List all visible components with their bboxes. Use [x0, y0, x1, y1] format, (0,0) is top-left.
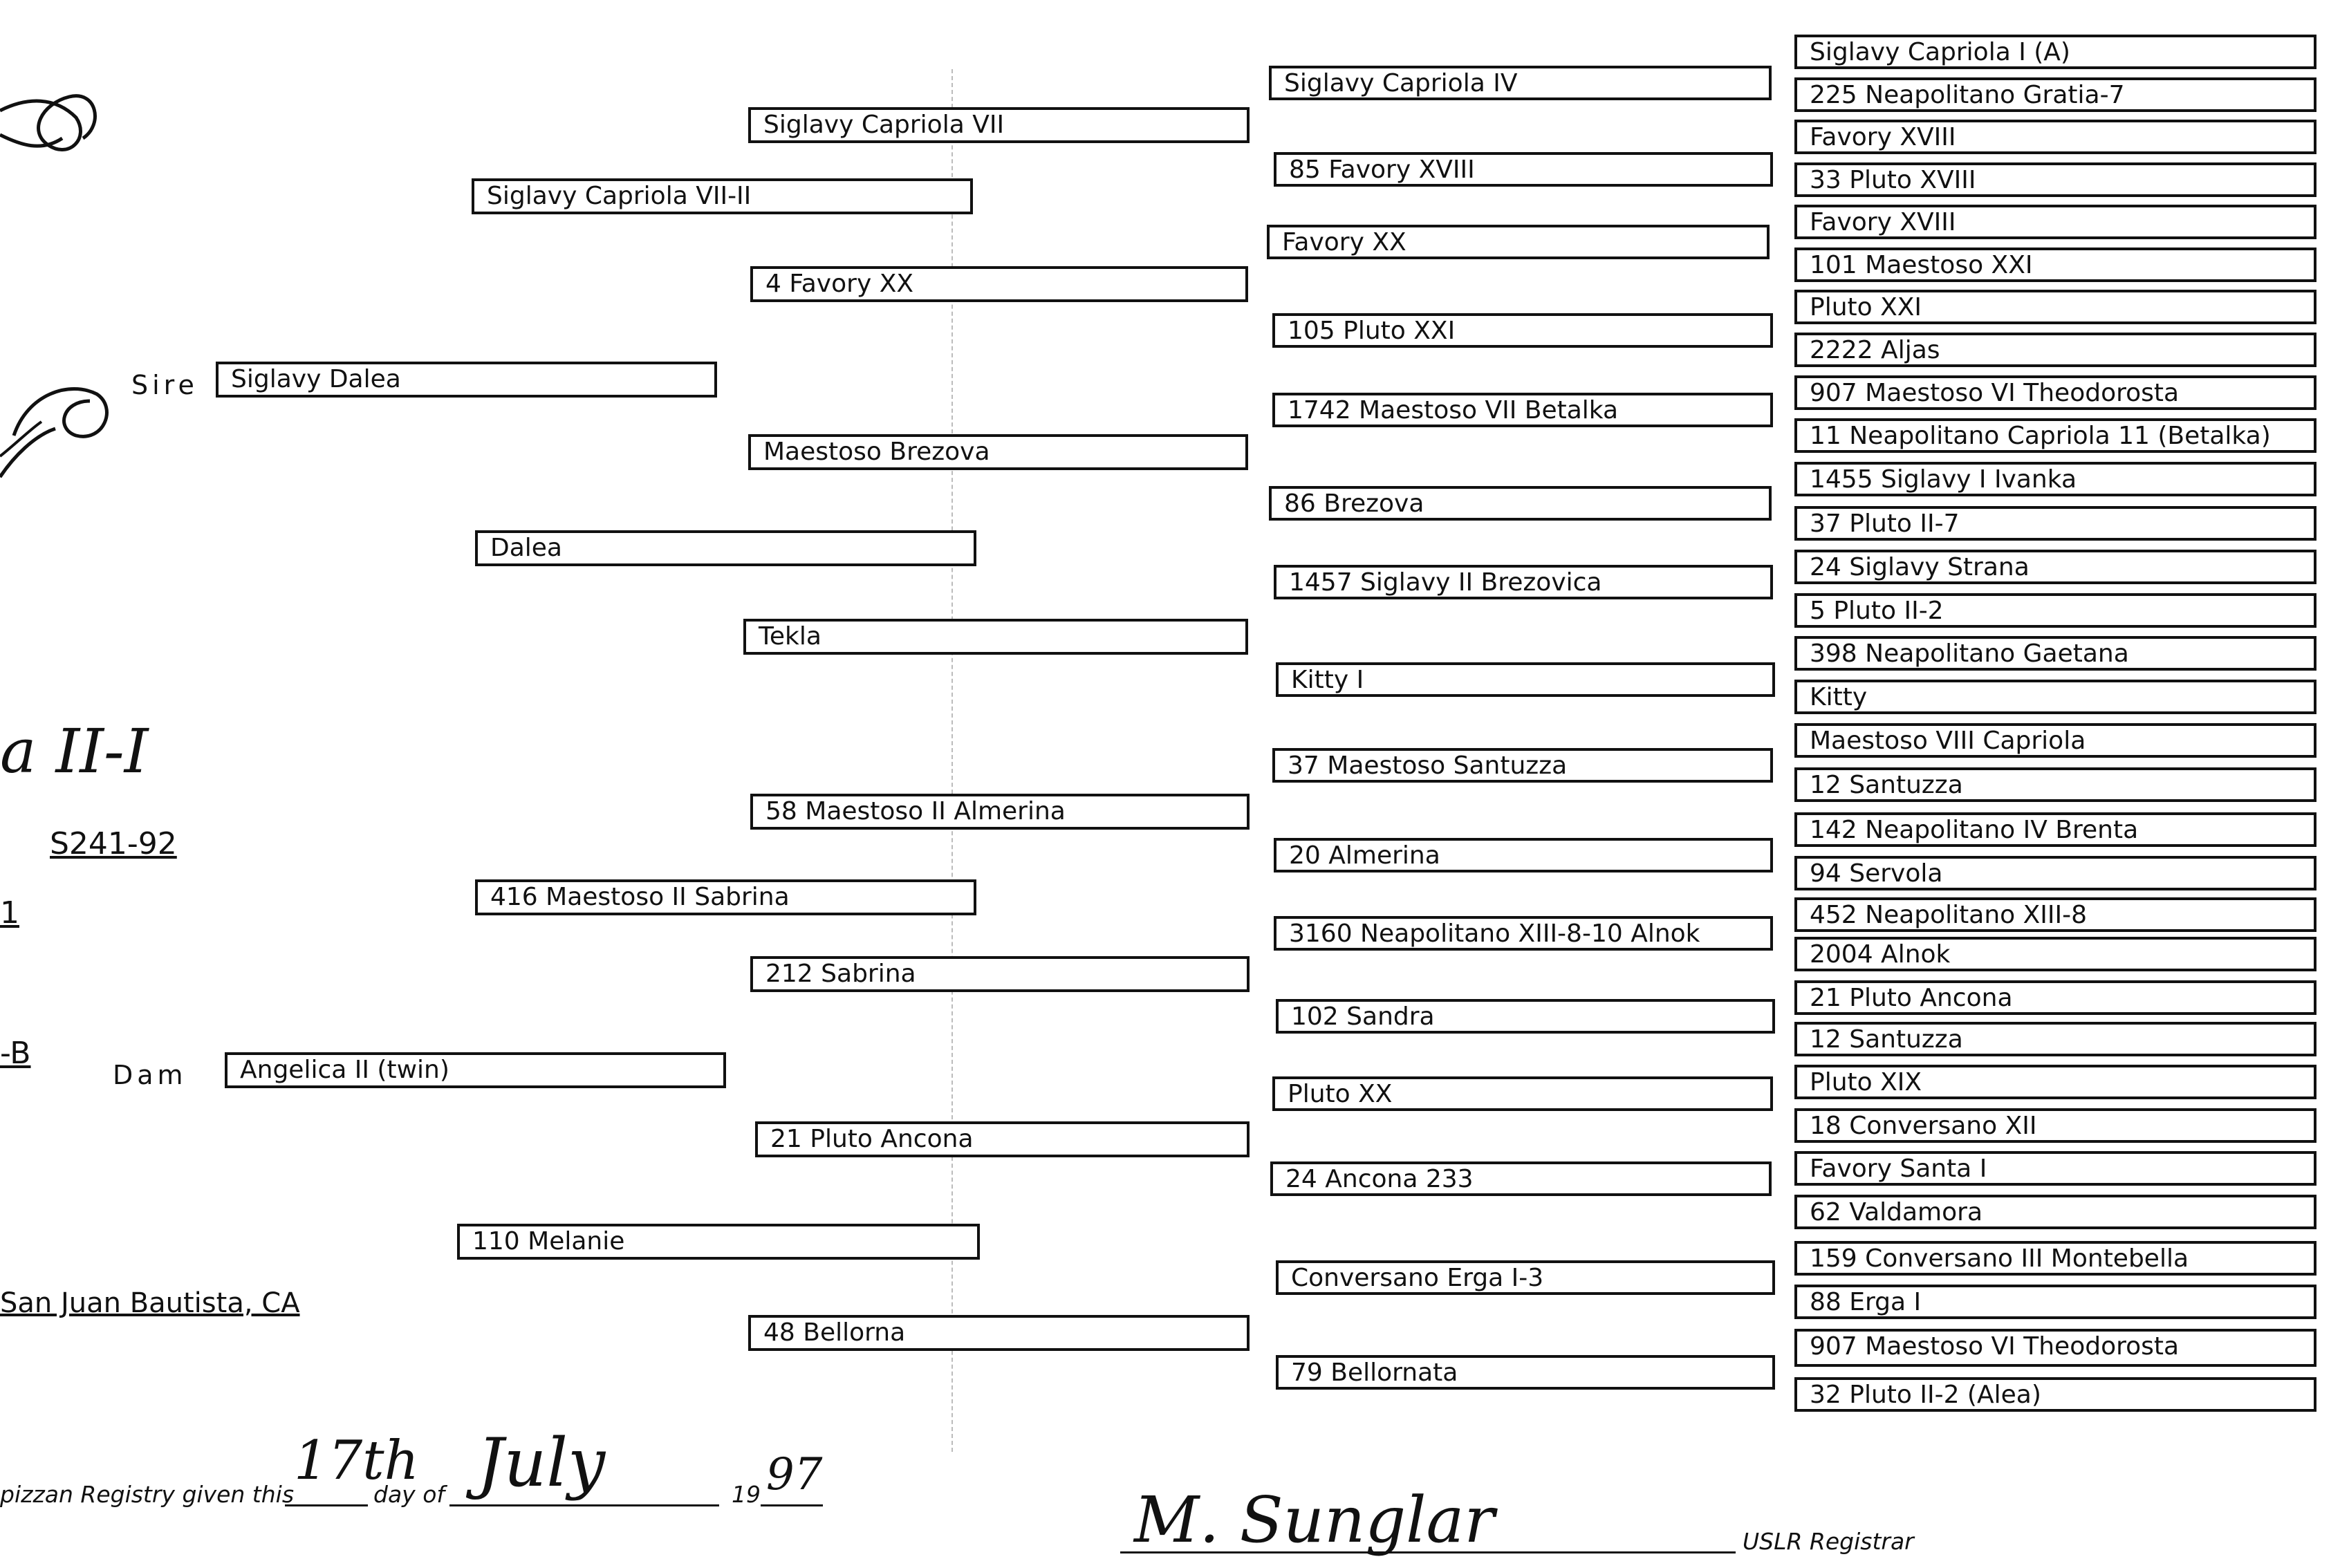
registration-number: S241-92 — [50, 826, 177, 861]
grandparent-box: Dalea — [475, 530, 976, 566]
great-grandparent-box: 4 Favory XX — [750, 266, 1248, 302]
partial-field-1: 1 — [0, 895, 19, 931]
certification-year-prefix: 19 — [732, 1481, 761, 1508]
seal-ribbon-top-icon — [0, 69, 111, 166]
year-underline — [761, 1504, 823, 1506]
seal-ribbon-side-icon — [0, 353, 118, 477]
gen5-box: 11 Neapolitano Capriola 11 (Betalka) — [1794, 418, 2316, 453]
gen5-box: 907 Maestoso VI Theodorosta — [1794, 375, 2316, 410]
gen5-box: 907 Maestoso VI Theodorosta — [1794, 1329, 2316, 1367]
great-grandparent-box: 58 Maestoso II Almerina — [750, 794, 1250, 830]
signature-underline — [1120, 1551, 1736, 1553]
gen5-box: 12 Santuzza — [1794, 1022, 2316, 1056]
location: San Juan Bautista, CA — [0, 1287, 300, 1319]
gen5-box: 62 Valdamora — [1794, 1195, 2316, 1229]
gen4-box: Kitty I — [1276, 662, 1775, 697]
gen5-box: Favory Santa I — [1794, 1151, 2316, 1186]
gen4-box: 20 Almerina — [1274, 838, 1773, 872]
gen5-box: Pluto XXI — [1794, 290, 2316, 324]
certification-text: pizzan Registry given this — [0, 1481, 295, 1508]
month-underline — [449, 1504, 719, 1506]
gen4-box: 1457 Siglavy II Brezovica — [1274, 565, 1773, 599]
great-grandparent-box: 212 Sabrina — [750, 956, 1250, 992]
partial-field-2: -B — [0, 1036, 31, 1071]
gen5-box: 5 Pluto II-2 — [1794, 593, 2316, 628]
gen4-box: 3160 Neapolitano XIII-8-10 Alnok — [1274, 916, 1773, 951]
horse-name-title: a II-I — [0, 716, 149, 787]
certification-month: July — [477, 1424, 606, 1502]
registrar-label: USLR Registrar — [1743, 1528, 1914, 1555]
grandparent-box: 416 Maestoso II Sabrina — [475, 879, 976, 915]
gen4-box: Pluto XX — [1272, 1076, 1773, 1111]
gen5-box: 101 Maestoso XXI — [1794, 248, 2316, 282]
gen5-box: Maestoso VIII Capriola — [1794, 723, 2316, 758]
gen4-box: Siglavy Capriola IV — [1269, 66, 1772, 100]
dam-box: Angelica II (twin) — [225, 1052, 726, 1088]
sire-label: Sire — [131, 370, 198, 400]
day-underline — [285, 1504, 368, 1506]
gen5-box: 21 Pluto Ancona — [1794, 980, 2316, 1015]
great-grandparent-box: 48 Bellorna — [748, 1315, 1250, 1351]
gen4-box: 1742 Maestoso VII Betalka — [1272, 393, 1773, 427]
gen5-box: 18 Conversano XII — [1794, 1108, 2316, 1143]
grandparent-box: 110 Melanie — [457, 1224, 980, 1260]
gen4-box: 102 Sandra — [1276, 999, 1775, 1034]
gen5-box: Siglavy Capriola I (A) — [1794, 35, 2316, 69]
gen5-box: 12 Santuzza — [1794, 767, 2316, 802]
gen5-box: Kitty — [1794, 680, 2316, 714]
gen4-box: Conversano Erga I-3 — [1276, 1260, 1775, 1295]
gen5-box: 225 Neapolitano Gratia-7 — [1794, 77, 2316, 112]
gen5-box: 88 Erga I — [1794, 1285, 2316, 1319]
great-grandparent-box: Maestoso Brezova — [748, 434, 1248, 470]
gen5-box: 452 Neapolitano XIII-8 — [1794, 897, 2316, 932]
grandparent-box: Siglavy Capriola VII-II — [472, 178, 973, 214]
gen5-box: 94 Servola — [1794, 856, 2316, 890]
great-grandparent-box: Siglavy Capriola VII — [748, 107, 1250, 143]
gen5-box: 142 Neapolitano IV Brenta — [1794, 812, 2316, 847]
certification-day-of: day of — [373, 1481, 445, 1508]
gen5-box: 2222 Aljas — [1794, 333, 2316, 367]
dam-label: Dam — [113, 1060, 187, 1090]
gen5-box: Favory XVIII — [1794, 120, 2316, 154]
gen5-box: 398 Neapolitano Gaetana — [1794, 636, 2316, 671]
gen5-box: 24 Siglavy Strana — [1794, 550, 2316, 584]
gen4-box: 105 Pluto XXI — [1272, 313, 1773, 348]
gen4-box: 24 Ancona 233 — [1270, 1161, 1772, 1196]
gen5-box: 159 Conversano III Montebella — [1794, 1241, 2316, 1276]
gen5-box: 32 Pluto II-2 (Alea) — [1794, 1377, 2316, 1412]
gen4-box: Favory XX — [1267, 225, 1770, 259]
gen4-box: 37 Maestoso Santuzza — [1272, 748, 1773, 783]
gen5-box: Pluto XIX — [1794, 1065, 2316, 1099]
great-grandparent-box: 21 Pluto Ancona — [755, 1121, 1250, 1157]
gen4-box: 85 Favory XVIII — [1274, 152, 1773, 187]
gen4-box: 86 Brezova — [1269, 486, 1772, 521]
registrar-signature: M. Sunglar — [1134, 1483, 1495, 1557]
great-grandparent-box: Tekla — [743, 619, 1248, 655]
gen5-box: 33 Pluto XVIII — [1794, 162, 2316, 197]
gen4-box: 79 Bellornata — [1276, 1355, 1775, 1390]
gen5-box: Favory XVIII — [1794, 205, 2316, 239]
certification-day: 17th — [294, 1430, 419, 1492]
certification-year: 97 — [766, 1449, 823, 1500]
gen5-box: 2004 Alnok — [1794, 937, 2316, 971]
sire-box: Siglavy Dalea — [216, 362, 717, 398]
gen5-box: 1455 Siglavy I Ivanka — [1794, 462, 2316, 496]
gen5-box: 37 Pluto II-7 — [1794, 506, 2316, 541]
